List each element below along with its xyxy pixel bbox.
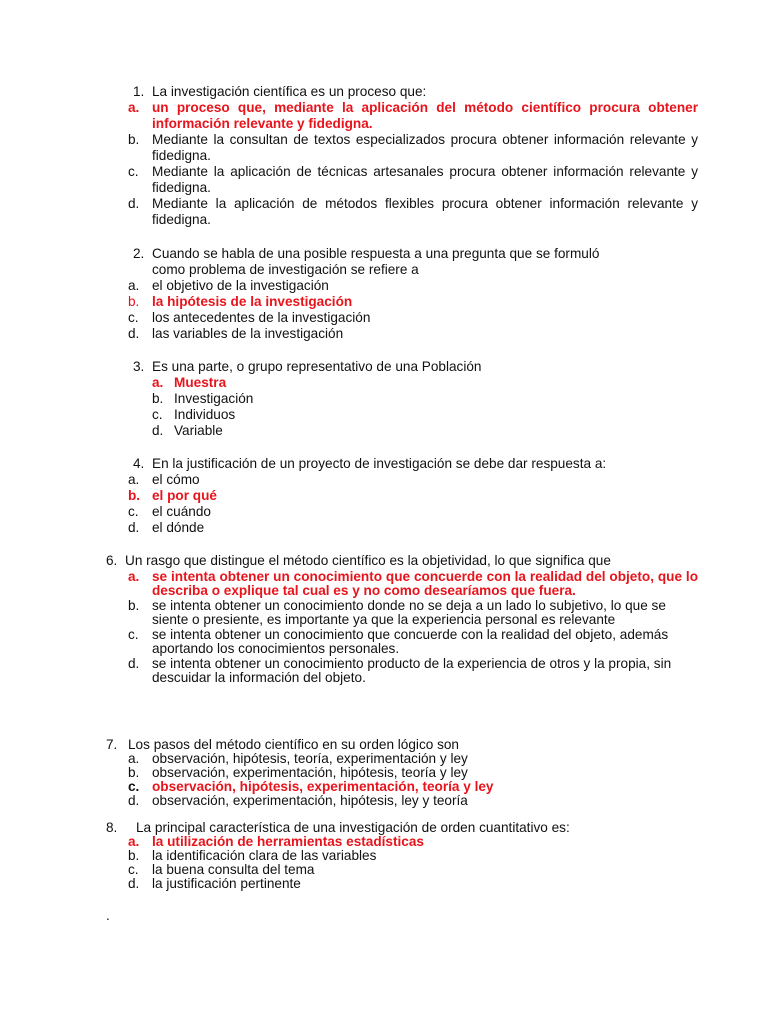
question-number: 3. bbox=[133, 359, 145, 374]
option-d: d. Variable bbox=[152, 423, 223, 438]
option-label: b. bbox=[128, 598, 140, 613]
question-2 bbox=[128, 246, 698, 342]
option-a: a. el cómo bbox=[128, 472, 200, 487]
option-c bbox=[128, 780, 698, 794]
question-prompt: 4. En la justificación de un proyecto de investigación se debe dar respuesta a: bbox=[133, 456, 607, 471]
question-prompt: 3. Es una parte, o grupo representativo de una Población bbox=[133, 359, 482, 374]
question-6-options bbox=[106, 569, 698, 684]
question-prompt: 7. Los pasos del método científico en su orden lógico son bbox=[106, 737, 459, 752]
option-label: c. bbox=[128, 779, 140, 794]
correct-answer: el por qué bbox=[152, 488, 217, 503]
option-label: a. bbox=[128, 751, 140, 766]
question-number: 4. bbox=[133, 456, 145, 471]
question-number: 2. bbox=[133, 246, 145, 261]
question-prompt-continued: como problema de investigación se refiere a bbox=[152, 262, 419, 277]
option-b: b. Investigación bbox=[152, 391, 254, 406]
option-label: d. bbox=[128, 876, 140, 891]
option-d: d. la justificación pertinente bbox=[128, 876, 301, 891]
option-c: c. se intenta obtener un conocimiento que concuerde con la realidad del objeto, además aportando los conocimientos personales. bbox=[128, 627, 669, 656]
question-8-options bbox=[106, 835, 698, 891]
option-label: d. bbox=[128, 656, 140, 671]
option-label: a. bbox=[128, 834, 140, 849]
option-c: c. los antecedentes de la investigación bbox=[128, 310, 371, 325]
question-7-options bbox=[106, 752, 698, 808]
question-number: 8. bbox=[106, 820, 118, 835]
correct-answer: se intenta obtener un conocimiento que concuerde con la realidad del objeto, que lo describa o explique tal cual es y no como desearíamos que fuera. bbox=[152, 569, 698, 598]
option-c: c. el cuándo bbox=[128, 504, 211, 519]
correct-answer: la hipótesis de la investigación bbox=[152, 294, 353, 309]
option-a: a. el objetivo de la investigación bbox=[128, 278, 329, 293]
option-label: d. bbox=[128, 326, 140, 341]
option-label: b. bbox=[128, 488, 141, 503]
question-1 bbox=[128, 84, 698, 228]
correct-answer: observación, hipótesis, experimentación, teoría y ley bbox=[152, 779, 494, 794]
option-label: c. bbox=[128, 310, 139, 325]
question-prompt: 6. Un rasgo que distingue el método científico es la objetividad, lo que significa que bbox=[106, 553, 611, 568]
option-a bbox=[128, 100, 698, 132]
option-c: c. Individuos bbox=[152, 407, 236, 422]
option-a: a. observación, hipótesis, teoría, experimentación y ley bbox=[128, 751, 468, 766]
option-c: c. Mediante la aplicación de técnicas artesanales procura obtener información relevante y fidedigna. bbox=[128, 164, 698, 195]
trailing-period: . bbox=[106, 908, 110, 923]
question-7 bbox=[106, 738, 698, 808]
option-label: c. bbox=[128, 627, 139, 642]
option-b: b. observación, experimentación, hipótesis, teoría y ley bbox=[128, 765, 468, 780]
option-label: d. bbox=[128, 520, 140, 535]
correct-answer: la utilización de herramientas estadísticas bbox=[152, 834, 424, 849]
option-a bbox=[128, 569, 698, 597]
option-d: d. el dónde bbox=[128, 520, 205, 535]
option-label: d. bbox=[128, 196, 140, 211]
option-d: d. se intenta obtener un conocimiento producto de la experiencia de otros y la propia, sin descuidar la información del objeto. bbox=[128, 656, 672, 685]
question-4 bbox=[128, 456, 698, 536]
option-label: a. bbox=[128, 100, 140, 115]
option-label: d. bbox=[152, 423, 164, 438]
option-label: c. bbox=[128, 504, 139, 519]
question-number: 7. bbox=[106, 737, 118, 752]
option-label: a. bbox=[128, 472, 140, 487]
option-label: b. bbox=[128, 848, 140, 863]
question-prompt: 1. La investigación científica es un proceso que: bbox=[133, 84, 427, 99]
option-d: d. observación, experimentación, hipótesis, ley y teoría bbox=[128, 793, 468, 808]
option-c: c. la buena consulta del tema bbox=[128, 862, 315, 877]
option-label: a. bbox=[128, 569, 140, 584]
question-8 bbox=[106, 821, 698, 891]
option-b: b. se intenta obtener un conocimiento donde no se deja a un lado lo subjetivo, lo que se siente o presiente, es importante ya que la experiencia personal es relevante bbox=[128, 598, 666, 627]
question-3 bbox=[128, 359, 698, 439]
option-d: d. las variables de la investigación bbox=[128, 326, 344, 341]
option-b: b. la identificación clara de las variables bbox=[128, 848, 377, 863]
option-d: d. Mediante la aplicación de métodos flexibles procura obtener información relevante y fidedigna. bbox=[128, 196, 698, 227]
option-label: b. bbox=[128, 132, 140, 147]
option-a bbox=[128, 835, 698, 849]
option-label: b. bbox=[128, 765, 140, 780]
option-label: b. bbox=[152, 391, 164, 406]
option-label: c. bbox=[152, 407, 163, 422]
question-prompt: 8. La principal característica de una investigación de orden cuantitativo es: bbox=[106, 820, 570, 835]
option-b: b. Mediante la consultan de textos especializados procura obtener información relevante y fidedigna. bbox=[128, 132, 698, 163]
option-label: c. bbox=[128, 164, 139, 179]
question-number: 6. bbox=[106, 553, 118, 568]
option-label: d. bbox=[128, 793, 140, 808]
question-6 bbox=[106, 553, 698, 684]
option-label: b. bbox=[128, 294, 140, 309]
option-b bbox=[128, 488, 698, 504]
question-number: 1. bbox=[133, 84, 145, 99]
question-prompt: 2. Cuando se habla de una posible respuesta a una pregunta que se formuló bbox=[133, 246, 600, 261]
option-label: a. bbox=[152, 375, 164, 390]
option-b bbox=[128, 294, 698, 310]
option-a bbox=[128, 375, 698, 391]
correct-answer: Muestra bbox=[174, 375, 227, 390]
option-label: a. bbox=[128, 278, 140, 293]
option-label: c. bbox=[128, 862, 139, 877]
correct-answer: un proceso que, mediante la aplicación del método científico procura obtener información relevante y fidedigna. bbox=[152, 100, 698, 131]
